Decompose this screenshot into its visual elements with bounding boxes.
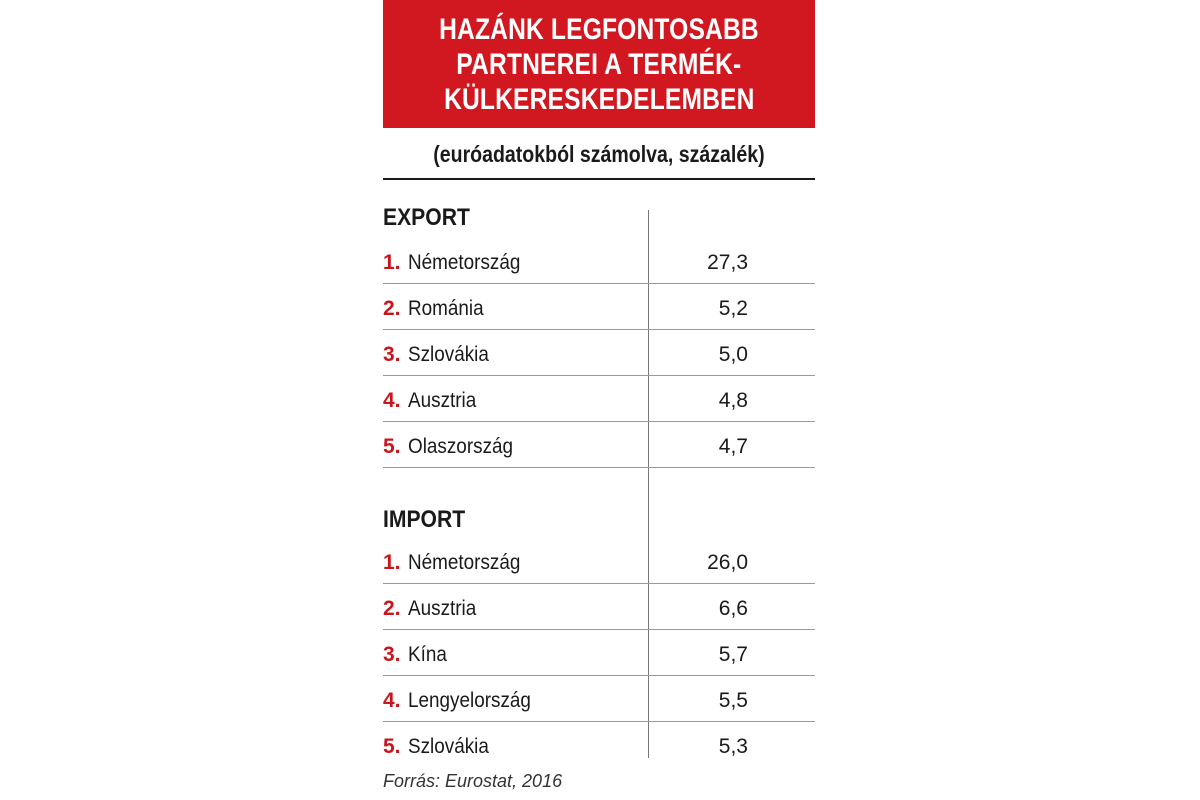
chart-panel <box>383 0 815 800</box>
table-row <box>383 238 815 284</box>
value-label: 5,2 <box>718 297 748 320</box>
value-label: 6,6 <box>718 597 748 620</box>
rank-label: 2. <box>383 297 401 320</box>
value-label: 27,3 <box>707 251 748 274</box>
table-row <box>383 584 815 630</box>
rank-label: 4. <box>383 689 401 712</box>
rank-label: 2. <box>383 597 401 620</box>
table-row <box>383 422 815 468</box>
rank-label: 1. <box>383 251 401 274</box>
rank-label: 3. <box>383 343 401 366</box>
country-label: Románia <box>408 297 484 320</box>
row-divider <box>383 467 815 468</box>
value-label: 5,7 <box>718 643 748 666</box>
rank-label: 5. <box>383 735 401 758</box>
rank-label: 4. <box>383 389 401 412</box>
value-label: 26,0 <box>707 551 748 574</box>
country-label: Németország <box>408 251 521 274</box>
title-line-3: KÜLKERESKEDELEMBEN <box>443 82 755 116</box>
value-label: 4,7 <box>718 435 748 458</box>
country-label: Szlovákia <box>408 343 489 366</box>
rank-label: 5. <box>383 435 401 458</box>
table-row <box>383 284 815 330</box>
source-note: Forrás: Eurostat, 2016 <box>383 771 563 791</box>
subtitle <box>383 137 815 171</box>
value-label: 5,5 <box>718 689 748 712</box>
table-row <box>383 722 815 768</box>
country-label: Olaszország <box>408 435 514 458</box>
section-heading-import: IMPORT <box>383 506 466 533</box>
subtitle-text: (euróadatokból számolva, százalék) <box>433 141 765 167</box>
country-label: Szlovákia <box>408 735 489 758</box>
rank-label: 3. <box>383 643 401 666</box>
title-line-1: HAZÁNK LEGFONTOSABB <box>439 12 759 46</box>
header-rule <box>383 178 815 180</box>
value-label: 4,8 <box>718 389 748 412</box>
value-label: 5,0 <box>718 343 748 366</box>
country-label: Lengyelország <box>408 689 531 712</box>
rank-label: 1. <box>383 551 401 574</box>
value-label: 5,3 <box>718 735 748 758</box>
table-row <box>383 630 815 676</box>
country-label: Ausztria <box>408 597 477 620</box>
country-label: Kína <box>408 643 447 666</box>
country-label: Németország <box>408 551 521 574</box>
table-row <box>383 676 815 722</box>
table-row <box>383 538 815 584</box>
section-heading-export: EXPORT <box>383 204 470 231</box>
table-row <box>383 376 815 422</box>
table-row <box>383 330 815 376</box>
title-line-2: PARTNEREI A TERMÉK- <box>456 47 742 81</box>
country-label: Ausztria <box>408 389 477 412</box>
title-box <box>383 0 815 128</box>
